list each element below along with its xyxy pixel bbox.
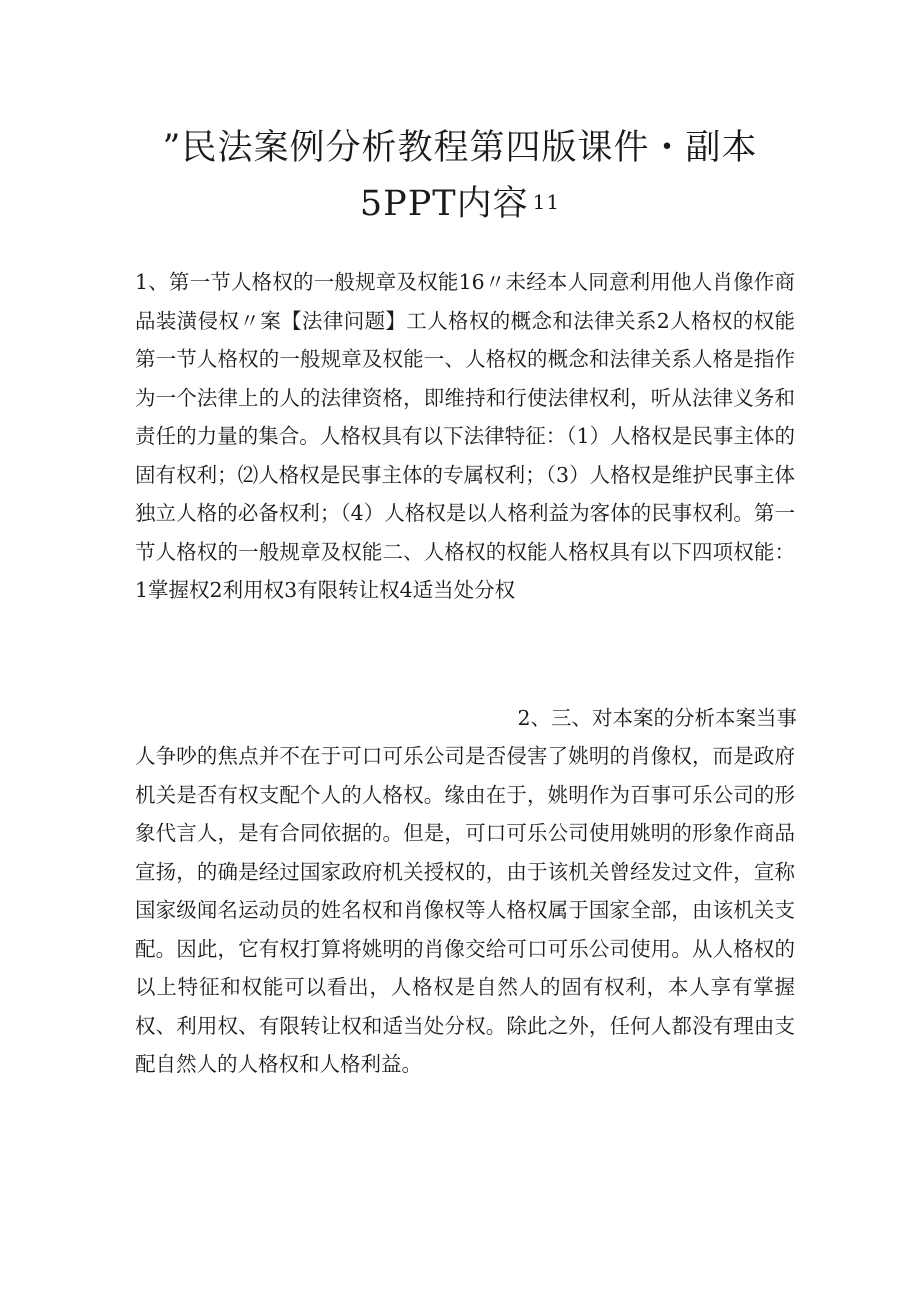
subtitle-main: 5PPT内容 <box>359 184 529 224</box>
paragraph-2: 人争吵的焦点并不在于可口可乐公司是否侵害了姚明的肖像权，而是政府机关是否有权支配个人的人格权。缘由在于，姚明作为百事可乐公司的形象代言人，是有合同依据的。但是，可口可乐公司使用姚明的形象作商品宣扬，的确是经过国家政府机关授权的，由于该机关曾经发过文件，宣称国家级闻名运动员的姓名权和肖像权等人格权属于国家全部，由该机关支配。因此，它有权打算将姚明的肖像交给可口可乐公司使用。从人格权的以上特征和权能可以看出，人格权是自然人的固有权利，本人享有掌握权、利用权、有限转让权和适当处分权。除此之外，任何人都没有理由支配自然人的人格权和人格利益。 <box>135 744 795 1076</box>
document-title: ”民法案例分析教程第四版课件・副本 <box>162 128 758 168</box>
document-subtitle <box>0 182 920 226</box>
paragraph-1: 1、第一节人格权的一般规章及权能16〃未经本人同意利用他人肖像作商品装潢侵权〃案【法律问题】工人格权的概念和法律关系2人格权的权能第一节人格权的一般规章及权能一、人格权的概念和法律关系人格是指作为一个法律上的人的法律资格，即维持和行使法律权利，听从法律义务和责任的力量的集合。人格权具有以下法律特征：（1）人格权是民事主体的固有权利；⑵人格权是民事主体的专属权利；（3）人格权是维护民事主体独立人格的必备权利；（4）人格权是以人格利益为客体的民事权利。第一节人格权的一般规章及权能二、人格权的权能人格权具有以下四项权能：1掌握权2利用权3有限转让权4适当处分权 <box>135 270 795 602</box>
paragraph-2-lead: 2、三、对本案的分析本案当事 <box>517 706 797 730</box>
subtitle-superscript: 11 <box>532 190 561 214</box>
